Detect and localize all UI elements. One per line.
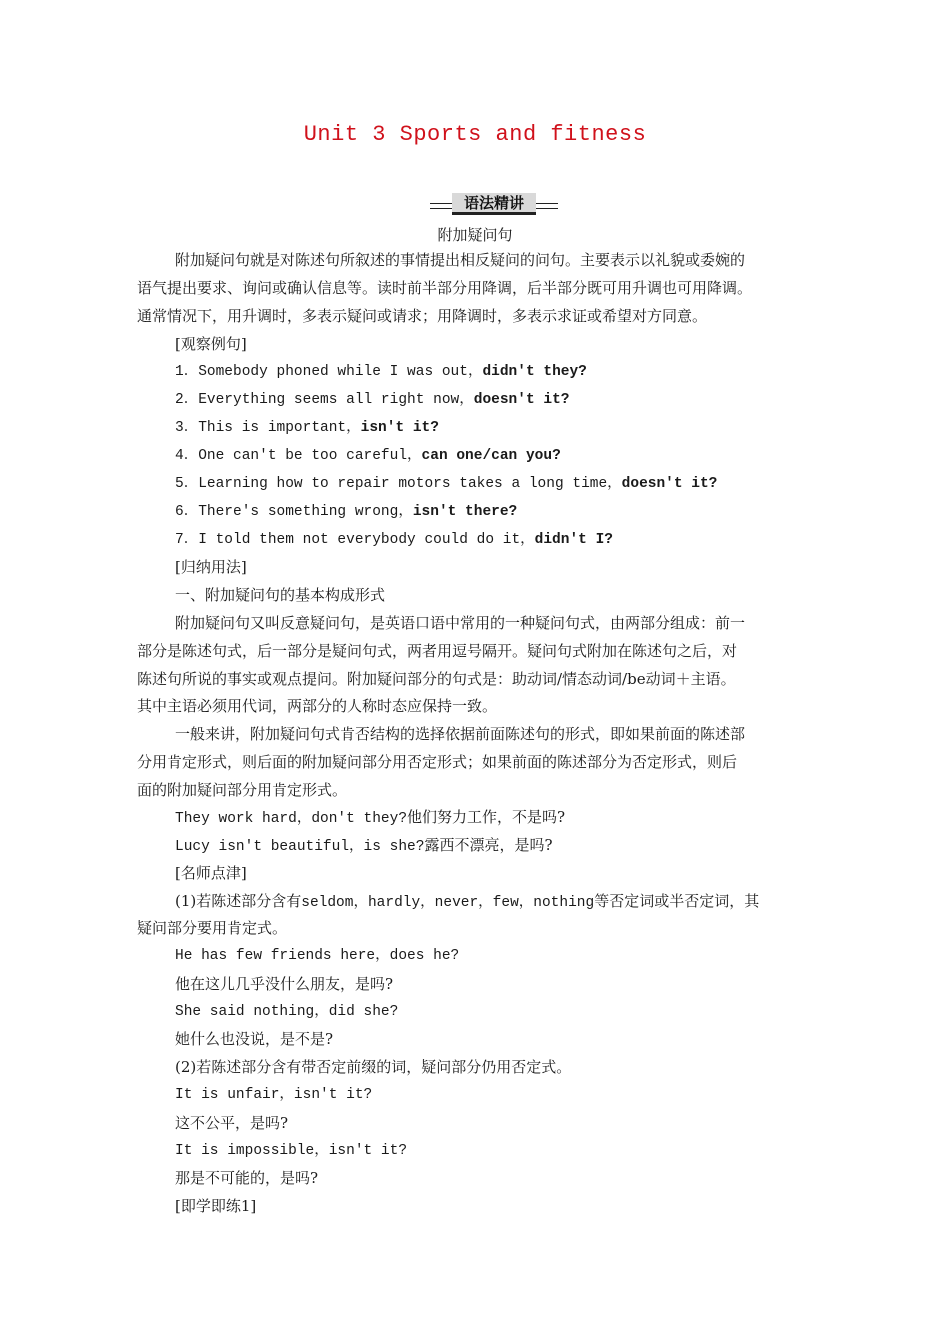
section-subtitle: 附加疑问句 <box>437 226 513 244</box>
section-banner <box>430 193 558 217</box>
note-example: 那是不可能的，是吗? <box>175 1169 319 1187</box>
example-number: 5． <box>175 476 199 492</box>
example-number: 7． <box>175 532 199 548</box>
sample-chinese: 他们努力工作，不是吗? <box>407 808 566 826</box>
paragraph-line: 部分是陈述句式，后一部分是疑问句式，两者用逗号隔开。疑问句式附加在陈述句之后，对 <box>137 642 738 660</box>
example-sentence <box>175 502 517 522</box>
summary-label: [归纳用法] <box>175 558 247 576</box>
note-prefix: (1)若陈述部分含有 <box>175 892 302 910</box>
paragraph-line: 分用肯定形式，则后面的附加疑问部分用否定形式；如果前面的陈述部分为否定形式，则后 <box>137 753 738 771</box>
paragraph-line: 其中主语必须用代词，两部分的人称时态应保持一致。 <box>137 697 498 715</box>
sample-chinese: 露西不漂亮，是吗? <box>424 836 553 854</box>
example-sentence <box>175 418 439 438</box>
example-number: 1． <box>175 364 199 380</box>
example-sentence <box>175 530 613 550</box>
sample-english: They work hard，don't they? <box>175 811 408 827</box>
note-example: It is impossible，isn't it? <box>175 1143 408 1159</box>
example-tag: can one/can you? <box>421 448 561 464</box>
sample-sentence <box>175 807 565 829</box>
sample-english: Lucy isn't beautiful，is she? <box>175 839 425 855</box>
example-number: 2． <box>175 392 199 408</box>
note-words: seldom，hardly，never，few，nothing <box>301 895 595 911</box>
note-example: She said nothing，did she? <box>175 1004 399 1020</box>
paragraph-line: 陈述句所说的事实或观点提问。附加疑问部分的句式是：助动词/情态动词/be动词＋主语。 <box>137 670 736 688</box>
example-sentence <box>175 446 561 466</box>
sample-sentence <box>175 835 553 857</box>
note-line: 疑问部分要用肯定式。 <box>137 919 288 937</box>
example-stem: I told them not everybody could do it， <box>198 532 535 548</box>
observe-label: [观察例句] <box>175 335 247 353</box>
example-number: 6． <box>175 504 199 520</box>
example-stem: There's something wrong， <box>198 504 413 520</box>
teacher-label: [名师点津] <box>175 864 247 882</box>
note-example: 她什么也没说，是不是? <box>175 1030 334 1048</box>
example-number: 3． <box>175 420 199 436</box>
paragraph-line: 一般来讲，附加疑问句式肯否结构的选择依据前面陈述句的形式，即如果前面的陈述部 <box>175 725 746 743</box>
banner-label: 语法精讲 <box>452 193 536 215</box>
paragraph-line: 附加疑问句又叫反意疑问句，是英语口语中常用的一种疑问句式，由两部分组成：前一 <box>175 614 746 632</box>
note-suffix: 等否定词或半否定词，其 <box>594 892 760 910</box>
example-stem: One can't be too careful， <box>198 448 422 464</box>
example-tag: doesn't it? <box>621 476 718 492</box>
example-stem: Everything seems all right now， <box>198 392 474 408</box>
example-tag: didn't they? <box>482 364 587 380</box>
example-sentence <box>175 362 587 382</box>
intro-line: 通常情况下，用升调时，多表示疑问或请求；用降调时，多表示求证或希望对方同意。 <box>137 307 708 325</box>
note-example: 这不公平，是吗? <box>175 1114 289 1132</box>
example-tag: isn't there? <box>412 504 518 520</box>
paragraph-line: 面的附加疑问部分用肯定形式。 <box>137 781 348 799</box>
note-line: (2)若陈述部分含有带否定前缀的词，疑问部分仍用否定式。 <box>175 1058 572 1076</box>
example-tag: didn't I? <box>534 532 613 548</box>
example-sentence <box>175 474 717 494</box>
example-tag: isn't it? <box>360 420 439 436</box>
practice-label: [即学即练1] <box>175 1197 257 1215</box>
note-line <box>175 891 759 913</box>
unit-title: Unit 3 Sports and fitness <box>303 122 647 147</box>
example-tag: doesn't it? <box>473 392 570 408</box>
intro-line: 语气提出要求、询问或确认信息等。读时前半部分用降调，后半部分既可用升调也可用降调。 <box>137 279 753 297</box>
example-stem: This is important， <box>198 420 361 436</box>
example-stem: Somebody phoned while I was out， <box>198 364 483 380</box>
example-sentence <box>175 390 569 410</box>
intro-line: 附加疑问句就是对陈述句所叙述的事情提出相反疑问的问句。主要表示以礼貌或委婉的 <box>175 251 746 269</box>
part-heading: 一、附加疑问句的基本构成形式 <box>175 586 386 604</box>
note-example: It is unfair，isn't it? <box>175 1087 373 1103</box>
note-example: 他在这儿几乎没什么朋友，是吗? <box>175 975 394 993</box>
example-number: 4． <box>175 448 199 464</box>
example-stem: Learning how to repair motors takes a long time， <box>198 476 622 492</box>
note-example: He has few friends here，does he? <box>175 948 460 964</box>
